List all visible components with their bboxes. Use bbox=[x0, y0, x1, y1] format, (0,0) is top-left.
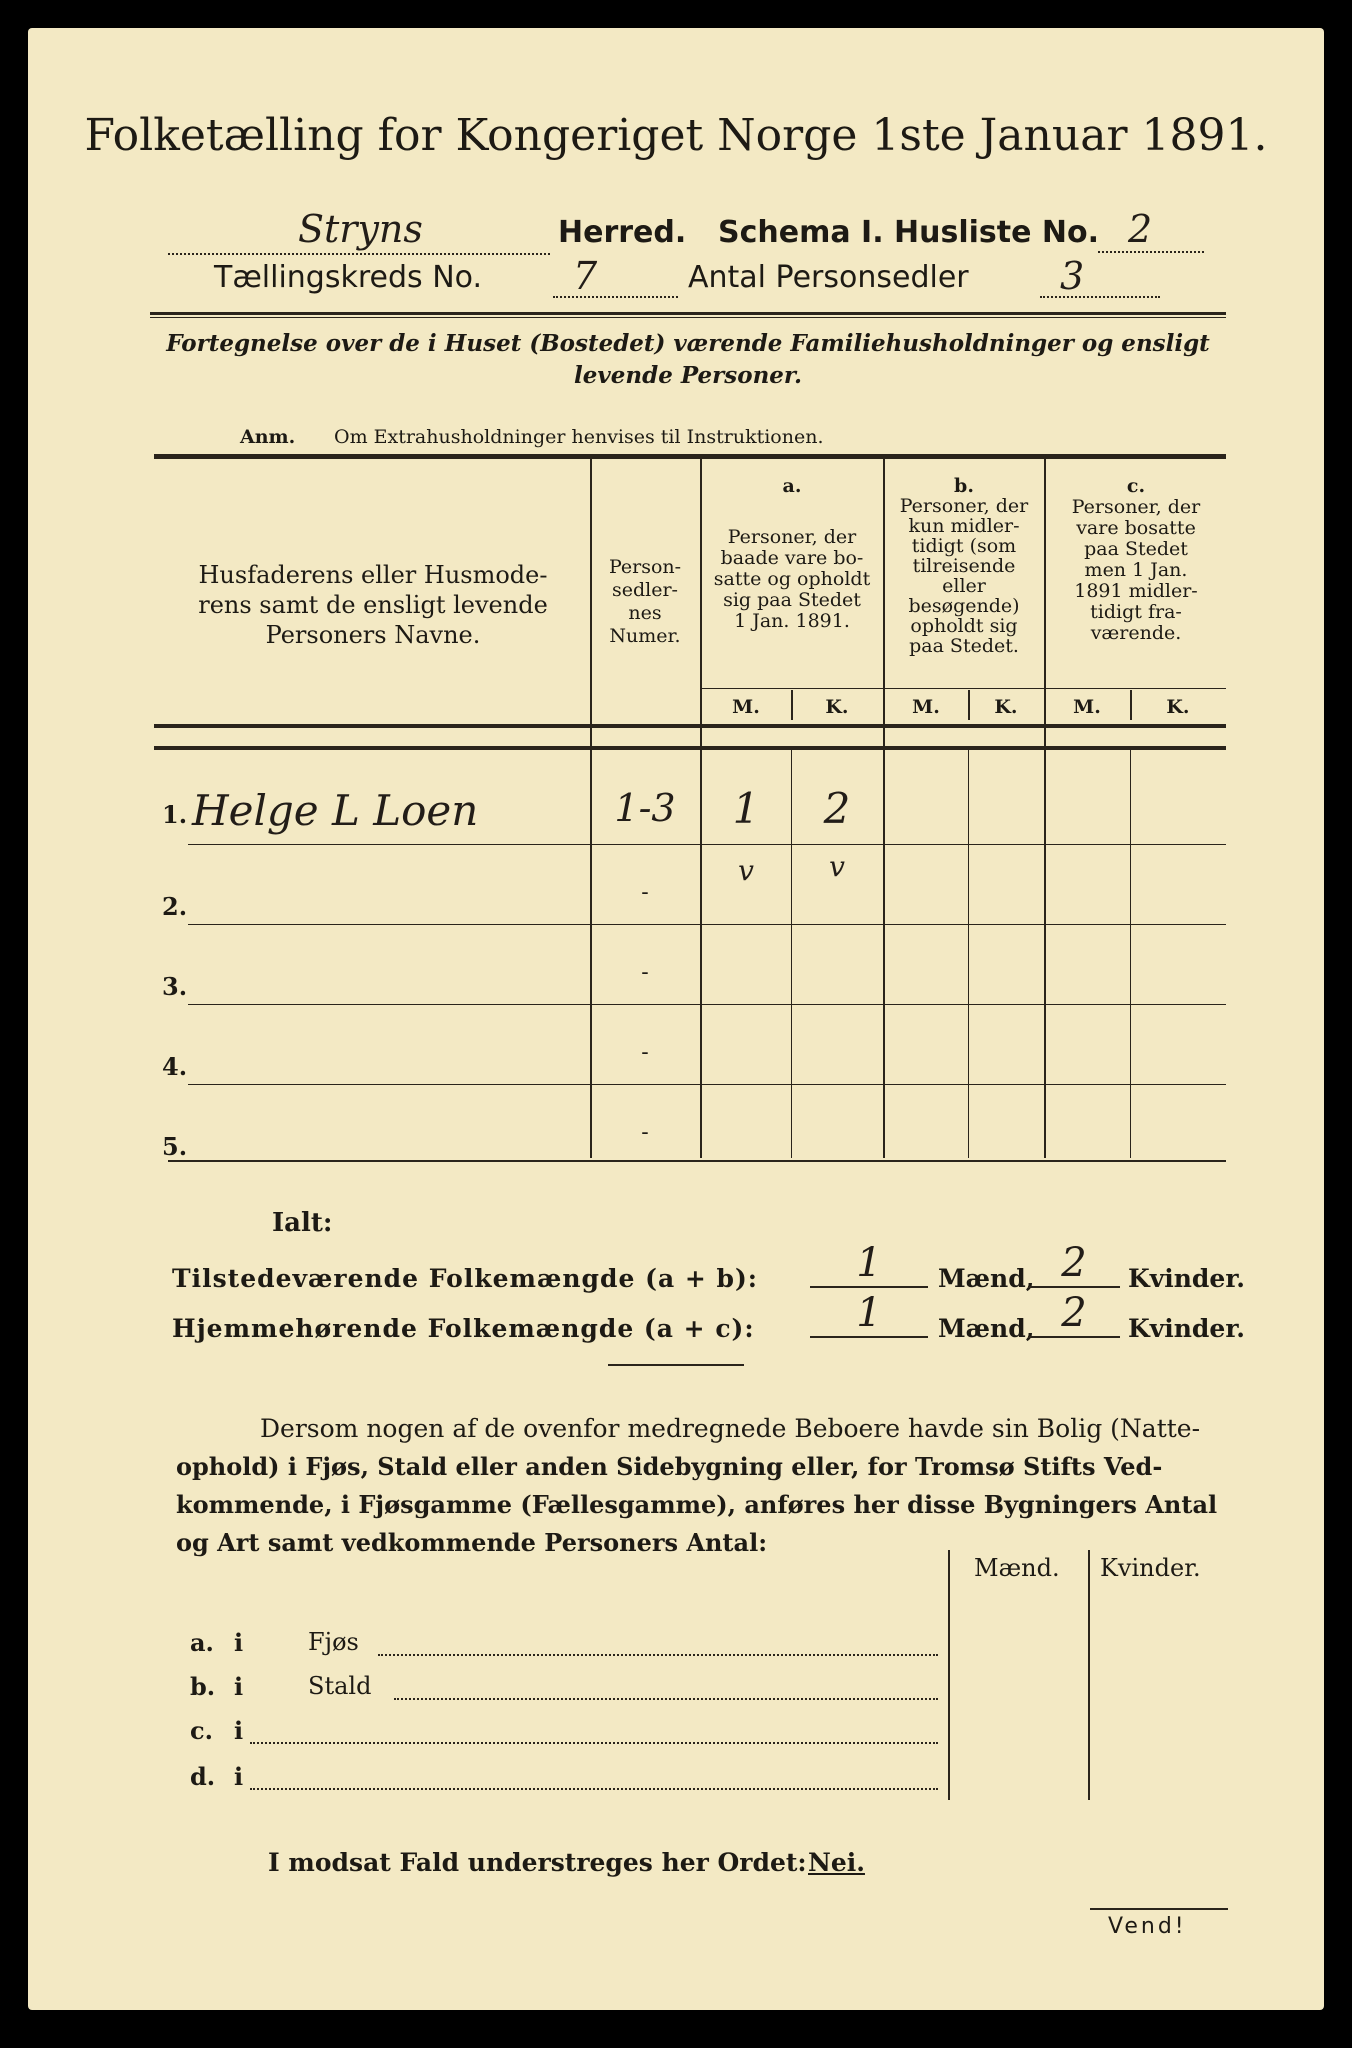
row-a-k-check: v bbox=[829, 850, 845, 883]
row-person-no: - bbox=[641, 960, 649, 985]
row-number: 4. bbox=[162, 1052, 188, 1081]
c-k-label: K. bbox=[1166, 696, 1190, 718]
bottom-col-sep-2 bbox=[1088, 1550, 1090, 1800]
mk-top-rule bbox=[700, 688, 1226, 689]
husliste-field bbox=[1098, 207, 1204, 253]
hjemme-maend: Mænd, bbox=[938, 1314, 1035, 1343]
item-i: i bbox=[234, 1716, 244, 1745]
item-label: Fjøs bbox=[308, 1628, 359, 1656]
vend-rule bbox=[1090, 1908, 1228, 1910]
hjemme-k-field bbox=[1028, 1290, 1120, 1338]
col-names-header: Husfaderens eller Husmode- rens samt de ensligt levende Personers Navne. bbox=[198, 561, 548, 649]
census-form bbox=[28, 28, 1324, 2010]
b-k-label: K. bbox=[994, 696, 1018, 718]
row-rule bbox=[188, 1004, 1226, 1005]
tilstede-m-value: 1 bbox=[856, 1240, 882, 1286]
kreds-field bbox=[553, 254, 678, 298]
item-letter: c. bbox=[190, 1716, 213, 1745]
col-a-header: a. Personer, der baade vare bo- satte og opholdt sig paa Stedet 1 Jan. 1891. bbox=[713, 475, 871, 632]
item-dots bbox=[394, 1676, 938, 1700]
husliste-label: Husliste No. bbox=[894, 215, 1099, 250]
item-i: i bbox=[234, 1762, 244, 1791]
item-dots bbox=[378, 1632, 938, 1656]
tilstede-k-value: 2 bbox=[1061, 1240, 1087, 1286]
herred-label: Herred. bbox=[558, 215, 687, 250]
section-divider bbox=[608, 1364, 744, 1366]
table-bottom-rule bbox=[168, 1160, 1226, 1162]
item-i: i bbox=[234, 1672, 244, 1701]
item-letter: d. bbox=[190, 1762, 216, 1791]
row-a-k: 2 bbox=[823, 784, 851, 833]
row-rule bbox=[188, 924, 1226, 925]
item-i: i bbox=[234, 1628, 244, 1657]
anm-text: Om Extrahusholdninger henvises til Instruktionen. bbox=[334, 426, 824, 448]
header-bottom-rule bbox=[154, 724, 1226, 728]
husliste-value: 2 bbox=[1128, 207, 1153, 251]
tilstede-label: Tilstedeværende Folkemængde (a + b): bbox=[172, 1264, 759, 1293]
intro-line2: levende Personer. bbox=[574, 362, 802, 389]
bottom-maend-col: Mænd. bbox=[974, 1554, 1060, 1582]
modsat-label: I modsat Fald understreges her Ordet: bbox=[268, 1848, 807, 1877]
item-dots bbox=[250, 1766, 938, 1790]
row-number: 5. bbox=[162, 1132, 188, 1161]
row-a-m-check: v bbox=[738, 854, 754, 887]
hjemme-m-value: 1 bbox=[856, 1290, 882, 1336]
anm-label: Anm. bbox=[240, 426, 296, 448]
a-k-label: K. bbox=[825, 696, 849, 718]
body-sep-a bbox=[791, 750, 792, 1158]
kreds-label: Tællingskreds No. bbox=[214, 260, 482, 295]
tilstede-k-field bbox=[1028, 1240, 1120, 1288]
bottom-col-sep-1 bbox=[948, 1550, 950, 1800]
antal-field bbox=[1040, 254, 1160, 298]
item-letter: b. bbox=[190, 1672, 216, 1701]
antal-value: 3 bbox=[1060, 254, 1085, 298]
modsat-value: Nei. bbox=[808, 1848, 865, 1877]
b-m-label: M. bbox=[912, 696, 940, 718]
a-m-label: M. bbox=[732, 696, 760, 718]
body-top-rule bbox=[154, 746, 1226, 750]
c-m-label: M. bbox=[1073, 696, 1101, 718]
intro-line1: Fortegnelse over de i Huset (Bostedet) værende Familiehusholdninger og ensligt bbox=[166, 330, 1210, 357]
item-label: Stald bbox=[308, 1672, 372, 1700]
col-num-header: Person- sedler- nes Numer. bbox=[608, 556, 682, 647]
antal-label: Antal Personsedler bbox=[688, 260, 969, 295]
hjemme-k-value: 2 bbox=[1061, 1290, 1087, 1336]
item-dots bbox=[250, 1720, 938, 1744]
row-person-no: - bbox=[641, 1120, 649, 1145]
para-line1: Dersom nogen af de ovenfor medregnede Beboere havde sin Bolig (Natte- bbox=[260, 1414, 1201, 1443]
para-line3: kommende, i Fjøsgamme (Fællesgamme), anføres her disse Bygningers Antal bbox=[176, 1490, 1218, 1519]
hjemme-label: Hjemmehørende Folkemængde (a + c): bbox=[172, 1314, 755, 1343]
hjemme-kvinder: Kvinder. bbox=[1128, 1314, 1245, 1343]
item-letter: a. bbox=[190, 1628, 214, 1657]
kreds-value: 7 bbox=[573, 254, 598, 298]
col-c-header: c. Personer, der vare bosatte paa Stedet men 1 Jan. 1891 midler- tidigt fra- værende. bbox=[1071, 475, 1201, 644]
header-rule-thin bbox=[150, 317, 1226, 318]
bottom-kvinder-col: Kvinder. bbox=[1100, 1554, 1201, 1582]
col-b-header: b. Personer, der kun midler- tidigt (som tilreisende eller besøgende) opholdt sig paa Stedet. bbox=[899, 475, 1029, 657]
row-a-m: 1 bbox=[732, 784, 760, 833]
row-rule bbox=[188, 844, 1226, 845]
row-person-no: 1-3 bbox=[614, 786, 676, 830]
body-sep-b bbox=[968, 750, 969, 1158]
herred-field bbox=[168, 207, 550, 255]
table-top-rule bbox=[154, 454, 1226, 459]
para-line2: ophold) i Fjøs, Stald eller anden Sidebygning eller, for Tromsø Stifts Ved- bbox=[176, 1452, 1163, 1481]
ialt-label: Ialt: bbox=[272, 1208, 333, 1238]
body-sep-c bbox=[1130, 750, 1131, 1158]
herred-value: Stryns bbox=[298, 207, 423, 251]
hjemme-m-field bbox=[810, 1290, 928, 1338]
row-rule bbox=[188, 1084, 1226, 1085]
form-title: Folketælling for Kongeriget Norge 1ste Januar 1891. bbox=[84, 110, 1268, 161]
row-person-no: - bbox=[641, 1040, 649, 1065]
tilstede-kvinder: Kvinder. bbox=[1128, 1264, 1245, 1293]
tilstede-m-field bbox=[810, 1240, 928, 1288]
header-rule bbox=[150, 312, 1226, 315]
row-person-no: - bbox=[641, 880, 649, 905]
para-line4: og Art samt vedkommende Personers Antal: bbox=[176, 1528, 768, 1557]
vend-label: Vend! bbox=[1108, 1914, 1187, 1939]
row-number: 2. bbox=[162, 892, 188, 921]
schema-label: Schema I. bbox=[718, 215, 884, 250]
tilstede-maend: Mænd, bbox=[938, 1264, 1035, 1293]
row-number: 1. bbox=[162, 800, 188, 829]
row-name: Helge L Loen bbox=[192, 786, 479, 835]
row-number: 3. bbox=[162, 972, 188, 1001]
